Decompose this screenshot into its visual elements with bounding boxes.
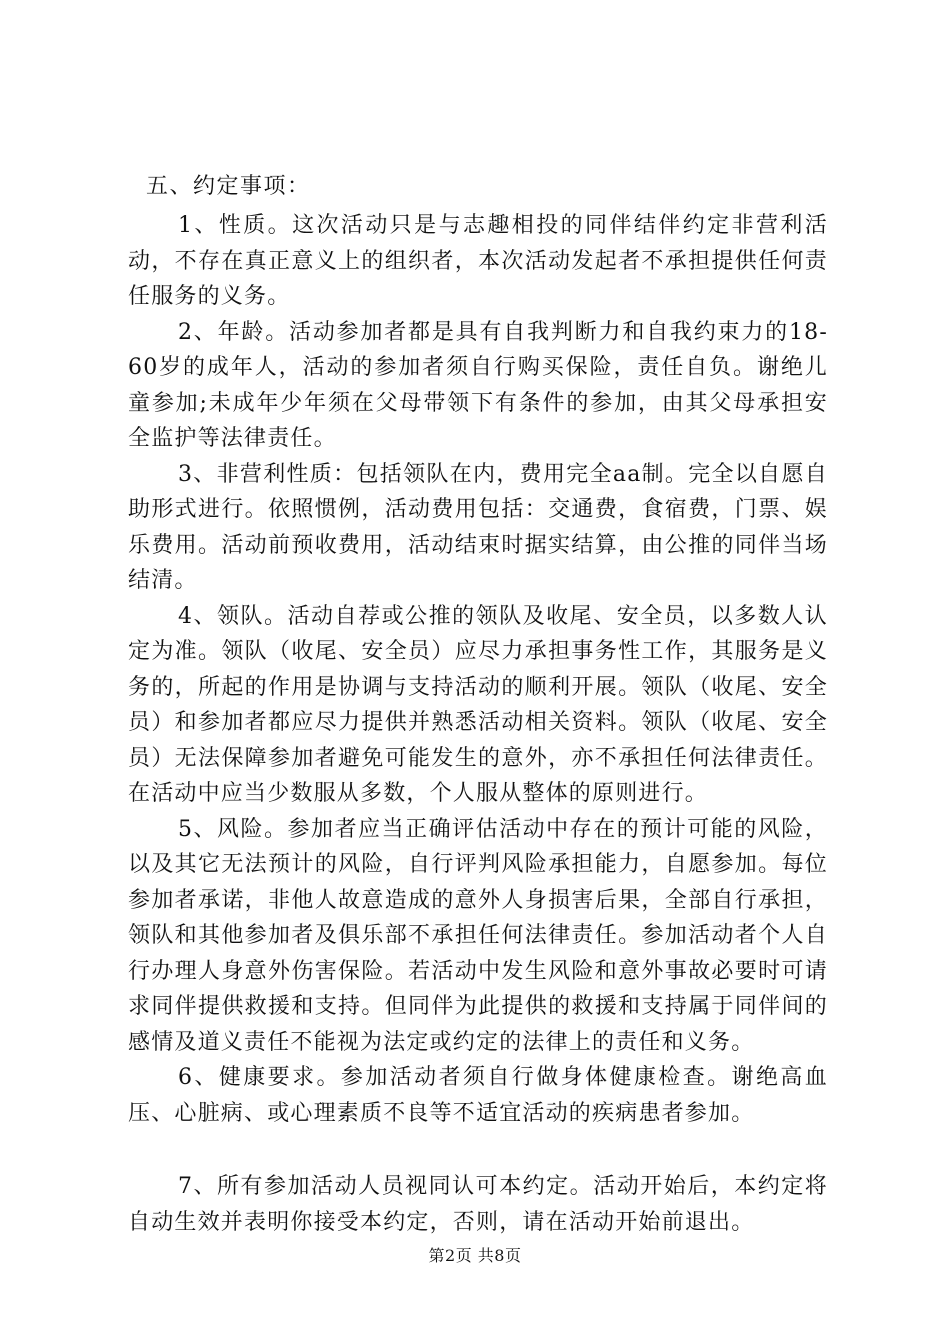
paragraph-nature: 1、性质。这次活动只是与志趣相投的同伴结伴约定非营利活动，不存在真正意义上的组织者，本次活动发起者不承担提供任何责任服务的义务。 (128, 213, 828, 309)
page-number-footer: 第2页 共8页 (428, 1246, 522, 1265)
paragraph-health: 6、健康要求。参加活动者须自行做身体健康检查。谢绝高血压、心脏病、或心理素质不良等不适宜活动的疾病患者参加。 (128, 1065, 828, 1126)
section-heading: 五、约定事项： (146, 174, 311, 199)
paragraph-age: 2、年龄。活动参加者都是具有自我判断力和自我约束力的18-60岁的成年人，活动的参加者须自行购买保险，责任自负。谢绝儿童参加;未成年少年须在父母带领下有条件的参加，由其父母承担安全监护等法律责任。 (128, 319, 828, 451)
paragraph-acceptance: 7、所有参加活动人员视同认可本约定。活动开始后，本约定将自动生效并表明你接受本约定，否则，请在活动开始前退出。 (128, 1174, 828, 1235)
paragraph-nonprofit: 3、非营利性质：包括领队在内，费用完全aa制。完全以自愿自助形式进行。依照惯例，活动费用包括：交通费，食宿费，门票、娱乐费用。活动前预收费用，活动结束时据实结算，由公推的同伴当场结清。 (128, 461, 828, 593)
paragraph-leader: 4、领队。活动自荐或公推的领队及收尾、安全员，以多数人认定为准。领队（收尾、安全员）应尽力承担事务性工作，其服务是义务的，所起的作用是协调与支持活动的顺利开展。领队（收尾、安全员）和参加者都应尽力提供并熟悉活动相关资料。领队（收尾、安全员）无法保障参加者避免可能发生的意外，亦不承担任何法律责任。在活动中应当少数服从多数，个人服从整体的原则进行。 (128, 603, 828, 806)
document-body (128, 170, 828, 1240)
paragraph-risk: 5、风险。参加者应当正确评估活动中存在的预计可能的风险，以及其它无法预计的风险，自行评判风险承担能力，自愿参加。每位参加者承诺，非他人故意造成的意外人身损害后果，全部自行承担，领队和其他参加者及俱乐部不承担任何法律责任。参加活动者个人自行办理人身意外伤害保险。若活动中发生风险和意外事故必要时可请求同伴提供救援和支持。但同伴为此提供的救援和支持属于同伴间的感情及道义责任不能视为法定或约定的法律上的责任和义务。 (128, 816, 828, 1055)
